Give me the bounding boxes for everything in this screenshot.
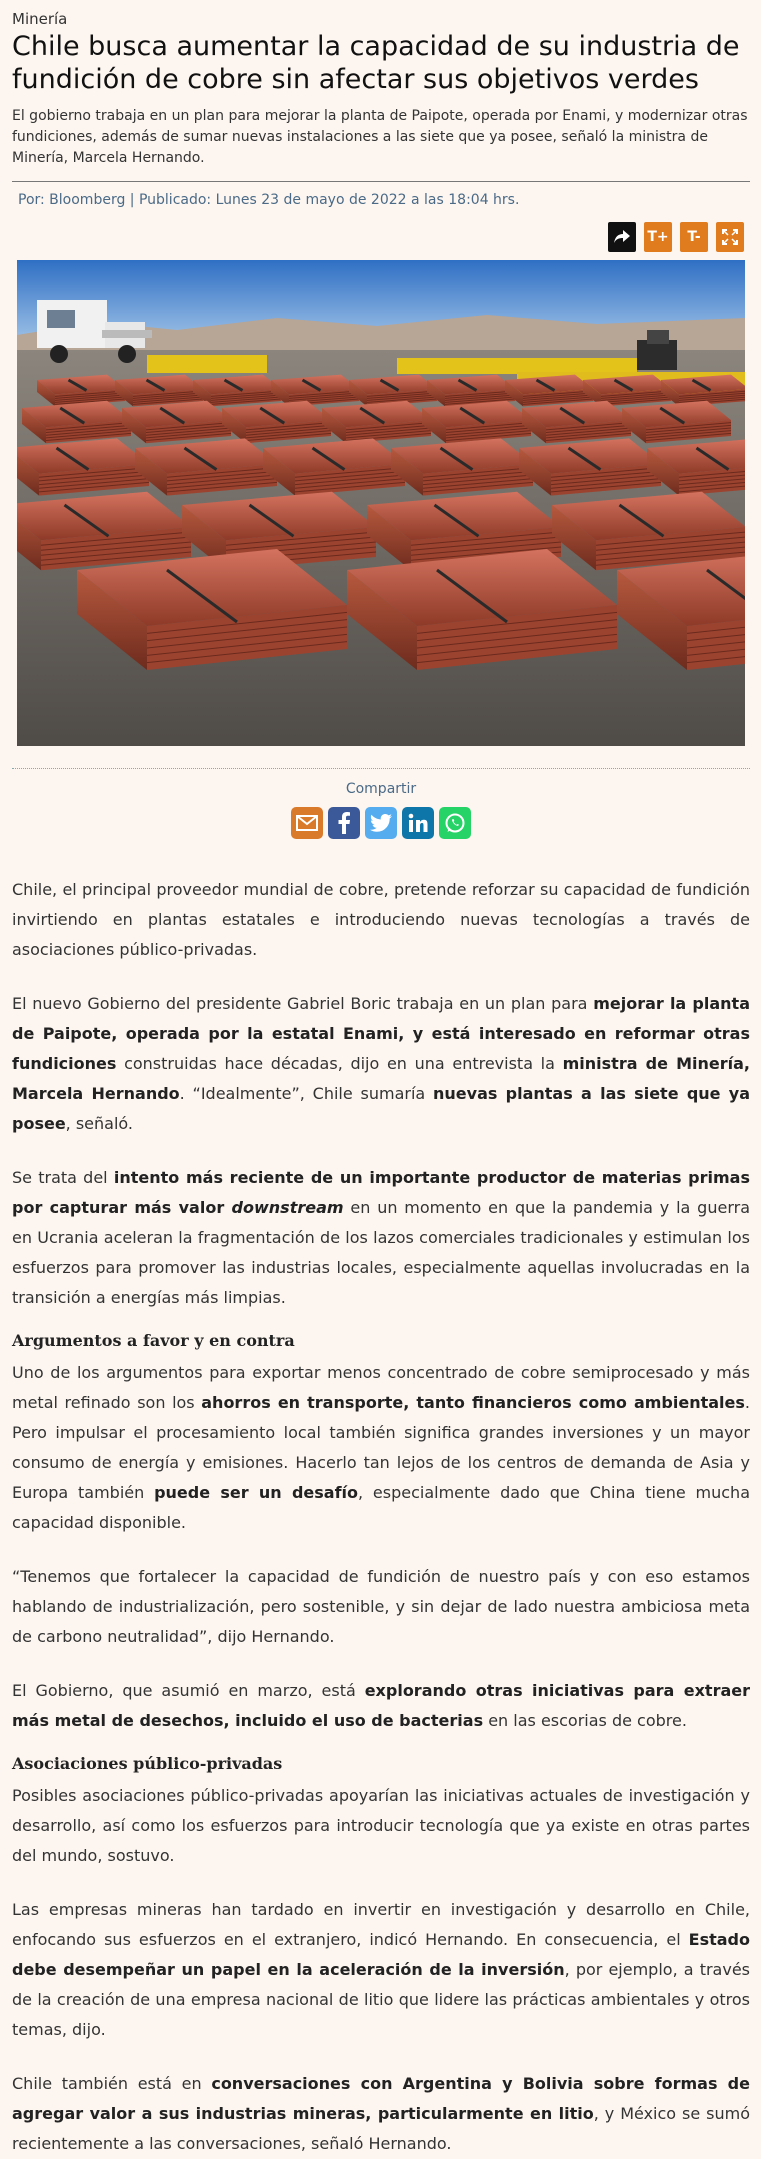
copper-cathodes-photo	[17, 260, 745, 746]
section-label[interactable]: Minería	[12, 10, 68, 28]
share-bar	[12, 807, 750, 839]
increase-font-button[interactable]: T+	[644, 222, 672, 252]
divider	[12, 181, 750, 182]
paragraph-3: Se trata del intento más reciente de un importante productor de materias primas por capturar más valor downstream en un momento en que la pandemia y la guerra en Ucrania aceleran la fragmentación de los lazos comerciales tradicionales y estimulan los esfuerzos para promover las industrias locales, especialmente aquellas involucradas en la transición a energías más limpias.	[12, 1168, 750, 1307]
paragraph-6: El Gobierno, que asumió en marzo, está explorando otras iniciativas para extraer más metal de desechos, incluido el uso de bacterias en las escorias de cobre.	[12, 1681, 751, 1730]
paragraph-1: Chile, el principal proveedor mundial de cobre, pretende reforzar su capacidad de fundición invirtiendo en plantas estatales e introduciendo nuevas tecnologías a través de asociaciones público-privadas.	[12, 880, 750, 959]
twitter-icon[interactable]	[365, 807, 397, 839]
whatsapp-icon[interactable]	[439, 807, 471, 839]
article-body	[12, 875, 750, 2159]
byline: Por: Bloomberg | Publicado: Lunes 23 de mayo de 2022 a las 18:04 hrs.	[18, 192, 520, 208]
decrease-font-button[interactable]: T-	[680, 222, 708, 252]
facebook-icon[interactable]	[328, 807, 360, 839]
subheading-partnerships: Asociaciones público-privadas	[12, 1754, 283, 1773]
article-hero-image	[17, 260, 745, 746]
share-arrow-icon[interactable]	[608, 222, 636, 252]
share-label: Compartir	[345, 781, 417, 797]
linkedin-icon[interactable]	[402, 807, 434, 839]
paragraph-5: “Tenemos que fortalecer la capacidad de fundición de nuestro país y con eso estamos hablando de industrialización, pero sostenible, y sin dejar de lado nuestra ambiciosa meta de carbono neutralidad”, dijo Hernando.	[12, 1567, 750, 1646]
article-toolbar	[12, 222, 744, 252]
mail-icon[interactable]	[291, 807, 323, 839]
paragraph-4: Uno de los argumentos para exportar menos concentrado de cobre semiprocesado y más metal refinado son los ahorros en transporte, tanto financieros como ambientales. Pero impulsar el procesamiento local también significa grandes inversiones y un mayor consumo de energía y emisiones. Hacerlo tan lejos de los centros de demanda de Asia y Europa también puede ser un desafío, especialmente dado que China tiene mucha capacidad disponible.	[12, 1363, 751, 1532]
paragraph-7: Posibles asociaciones público-privadas apoyarían las iniciativas actuales de investigación y desarrollo, así como los esfuerzos para introducir tecnología que ya existe en otras partes del mundo, sostuvo.	[12, 1786, 750, 1865]
article-lead: El gobierno trabaja en un plan para mejorar la planta de Paipote, operada por Enami, y modernizar otras fundiciones, además de sumar nuevas instalaciones a las siete que ya posee, señaló la ministra de Minería, Marcela Hernando.	[12, 108, 748, 166]
paragraph-8: Las empresas mineras han tardado en invertir en investigación y desarrollo en Chile, enfocando sus esfuerzos en el extranjero, indicó Hernando. En consecuencia, el Estado debe desempeñar un papel en la aceleración de la inversión, por ejemplo, a través de la creación de una empresa nacional de litio que lidere las prácticas ambientales y otros temas, dijo.	[12, 1900, 750, 2039]
paragraph-9: Chile también está en conversaciones con Argentina y Bolivia sobre formas de agregar valor a sus industrias mineras, particularmente en litio, y México se sumó recientemente a las conversaciones, señaló Hernando.	[12, 2074, 751, 2153]
paragraph-2: El nuevo Gobierno del presidente Gabriel Boric trabaja en un plan para mejorar la planta de Paipote, operada por la estatal Enami, y está interesado en reformar otras fundiciones construidas hace décadas, dijo en una entrevista la ministra de Minería, Marcela Hernando. “Idealmente”, Chile sumaría nuevas plantas a las siete que ya posee, señaló.	[12, 994, 751, 1133]
article-title: Chile busca aumentar la capacidad de su industria de fundición de cobre sin afectar sus objetivos verdes	[12, 31, 740, 95]
share-divider	[12, 768, 750, 769]
expand-icon[interactable]	[716, 222, 744, 252]
subheading-arguments: Argumentos a favor y en contra	[12, 1331, 295, 1350]
